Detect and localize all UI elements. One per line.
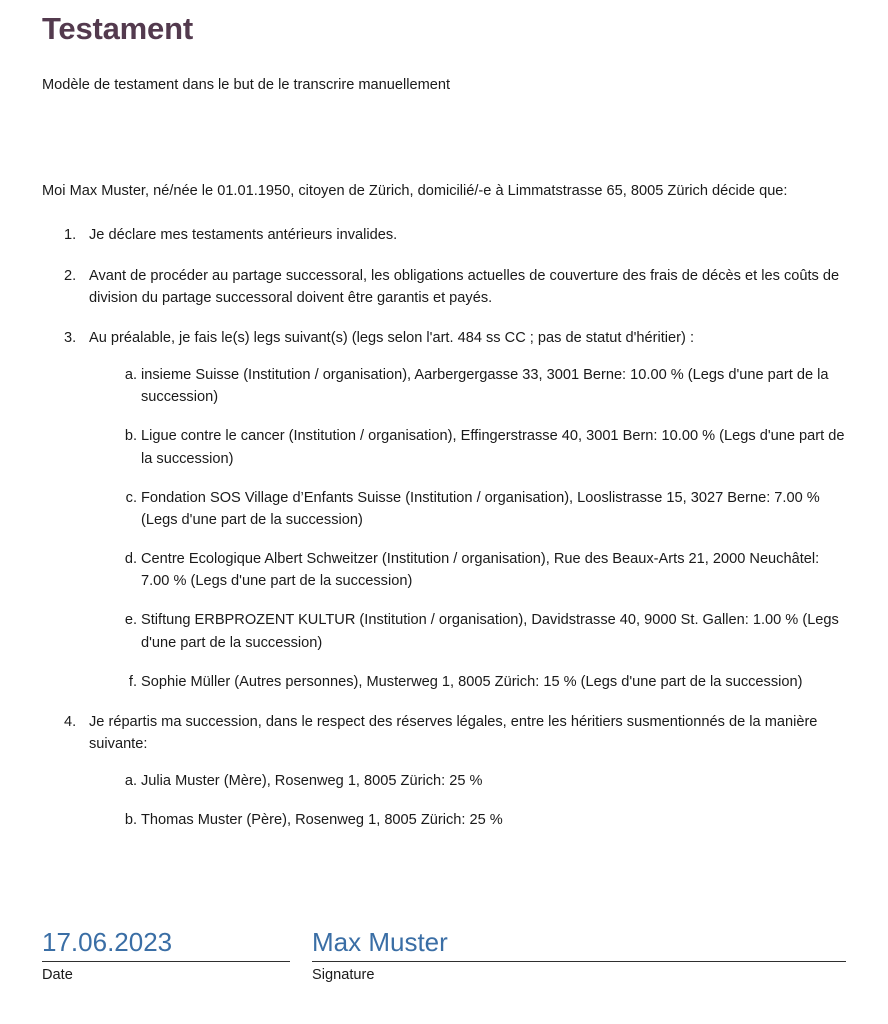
signature-value: Max Muster [312,927,448,958]
signature-row [42,927,846,985]
document-subtitle: Modèle de testament dans le but de le transcrire manuellement [42,76,451,93]
beneficiary-text: insieme Suisse (Institution / organisation), Aarbergergasse 33, 3001 Berne: 10.00 % (Legs d'une part de la succession) [141,367,829,406]
beneficiary-text: Sophie Müller (Autres personnes), Musterweg 1, 8005 Zürich: 15 % (Legs d'une part de la succession) [141,673,803,690]
clause-text: Je répartis ma succession, dans le respect des réserves légales, entre les héritiers susmentionnés de la manière suivante: [89,713,818,753]
intro-paragraph: Moi Max Muster, né/née le 01.01.1950, citoyen de Zürich, domicilié/-e à Limmatstrasse 65, 8005 Zürich décide que: [42,183,788,200]
clause-item-3 [42,327,846,693]
heir-list [89,755,846,831]
clause-list [42,202,846,831]
beneficiary-text: Stiftung ERBPROZENT KULTUR (Institution / organisation), Davidstrasse 40, 9000 St. Gallen: 1.00 % (Legs d'une part de la succession) [141,612,839,651]
clause-item-2 [42,265,846,309]
legacy-beneficiary-list [89,349,846,693]
signature-area [42,927,846,985]
signature-label: Signature [312,967,375,984]
clause-text: Avant de procéder au partage successoral, les obligations actuelles de couverture des frais de décès et les coûts de division du partage successoral doivent être garantis et payés. [89,267,840,306]
date-block [42,927,290,985]
clause-text: Au préalable, je fais le(s) legs suivant(s) (legs selon l'art. 484 ss CC ; pas de statut d'héritier) : [89,329,694,346]
list-item [89,425,846,469]
list-item [89,548,846,592]
list-item [89,364,846,408]
beneficiary-text: Centre Ecologique Albert Schweitzer (Institution / organisation), Rue des Beaux-Arts 21, 2000 Neuchâtel: 7.00 % (Legs d'une part de la succession) [141,551,820,590]
date-label: Date [42,967,73,984]
list-item [89,609,846,653]
date-value: 17.06.2023 [42,927,173,958]
clause-item-4 [42,711,846,832]
beneficiary-text: Ligue contre le cancer (Institution / organisation), Effingerstrasse 40, 3001 Bern: 10.00 % (Legs d'une part de la succession) [141,428,845,467]
list-item [89,671,846,693]
heir-text: Thomas Muster (Père), Rosenweg 1, 8005 Zürich: 25 % [141,812,503,829]
beneficiary-text: Fondation SOS Village d’Enfants Suisse (Institution / organisation), Looslistrasse 15, 3027 Berne: 7.00 % (Legs d'une part de la succession) [141,489,820,528]
page-title: Testament [42,11,193,46]
heir-text: Julia Muster (Mère), Rosenweg 1, 8005 Zürich: 25 % [141,773,483,790]
clause-item-1 [42,224,846,246]
signature-block [312,927,846,985]
list-item [89,809,846,831]
clause-text: Je déclare mes testaments antérieurs invalides. [89,227,398,244]
list-item [89,487,846,531]
list-item [89,770,846,792]
